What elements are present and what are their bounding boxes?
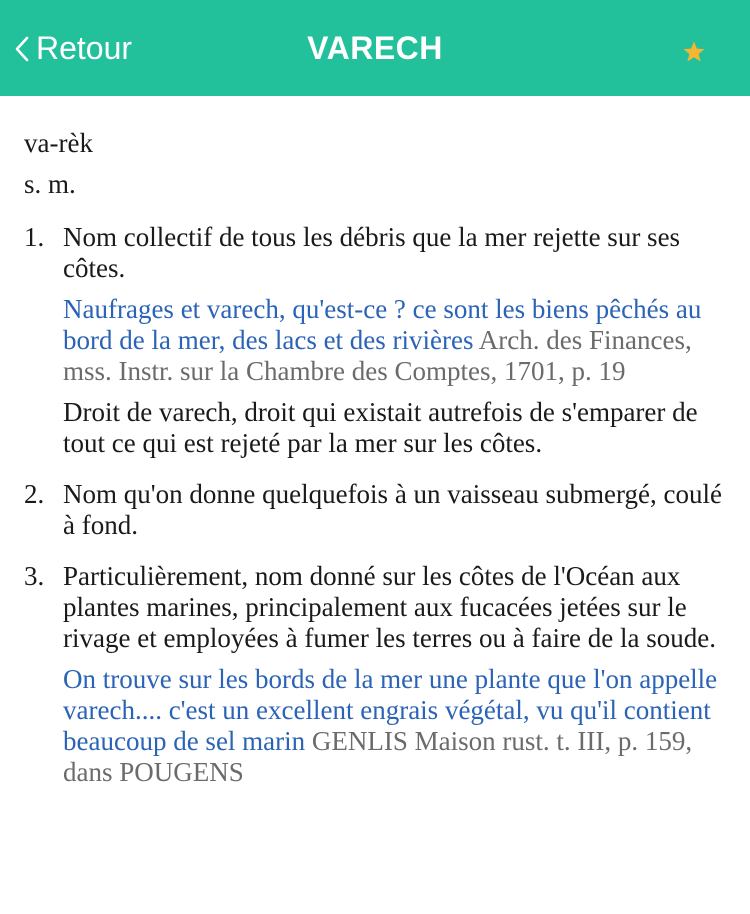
sense-item <box>24 561 728 788</box>
example-quote: Naufrages et varech, qu'est-ce ? ce sont les biens pêchés au bord de la mer, des lacs et des rivières <box>63 294 702 355</box>
sense-item <box>24 222 728 459</box>
sense-number: 1. <box>24 222 45 252</box>
sense-number: 2. <box>24 479 45 509</box>
sense-note: Droit de varech, droit qui existait autrefois de s'emparer de tout ce qui est rejeté par la mer sur les côtes. <box>63 397 698 458</box>
sense-item <box>24 479 728 541</box>
sense-example <box>63 294 728 387</box>
example-source: Arch. des Finances, mss. Instr. sur la Chambre des Comptes, 1701, p. 19 <box>63 325 692 386</box>
sense-definition: Nom collectif de tous les débris que la mer rejette sur ses côtes. <box>63 222 681 283</box>
example-quote: On trouve sur les bords de la mer une plante que l'on appelle varech.... c'est un excellent engrais végétal, vu qu'il contient beaucoup de sel marin <box>63 664 718 756</box>
page-title: VARECH <box>307 30 443 66</box>
sense-example <box>63 664 728 788</box>
nav-bar <box>0 0 750 96</box>
sense-definition: Particulièrement, nom donné sur les côtes de l'Océan aux plantes marines, principalement aux fucacées jetées sur le rivage et employées à fumer les terres ou à faire de la soude. <box>63 561 716 653</box>
sense-definition: Nom qu'on donne quelquefois à un vaisseau submergé, coulé à fond. <box>63 479 722 540</box>
back-label: Retour <box>36 30 133 66</box>
pronunciation: va-rèk <box>24 128 93 158</box>
star-icon[interactable] <box>682 40 706 64</box>
example-source: GENLIS Maison rust. t. III, p. 159, dans POUGENS <box>63 726 693 787</box>
entry-content <box>0 96 750 788</box>
sense-number: 3. <box>24 561 45 591</box>
grammatical-category: s. m. <box>24 169 76 199</box>
sense-list <box>24 222 728 788</box>
